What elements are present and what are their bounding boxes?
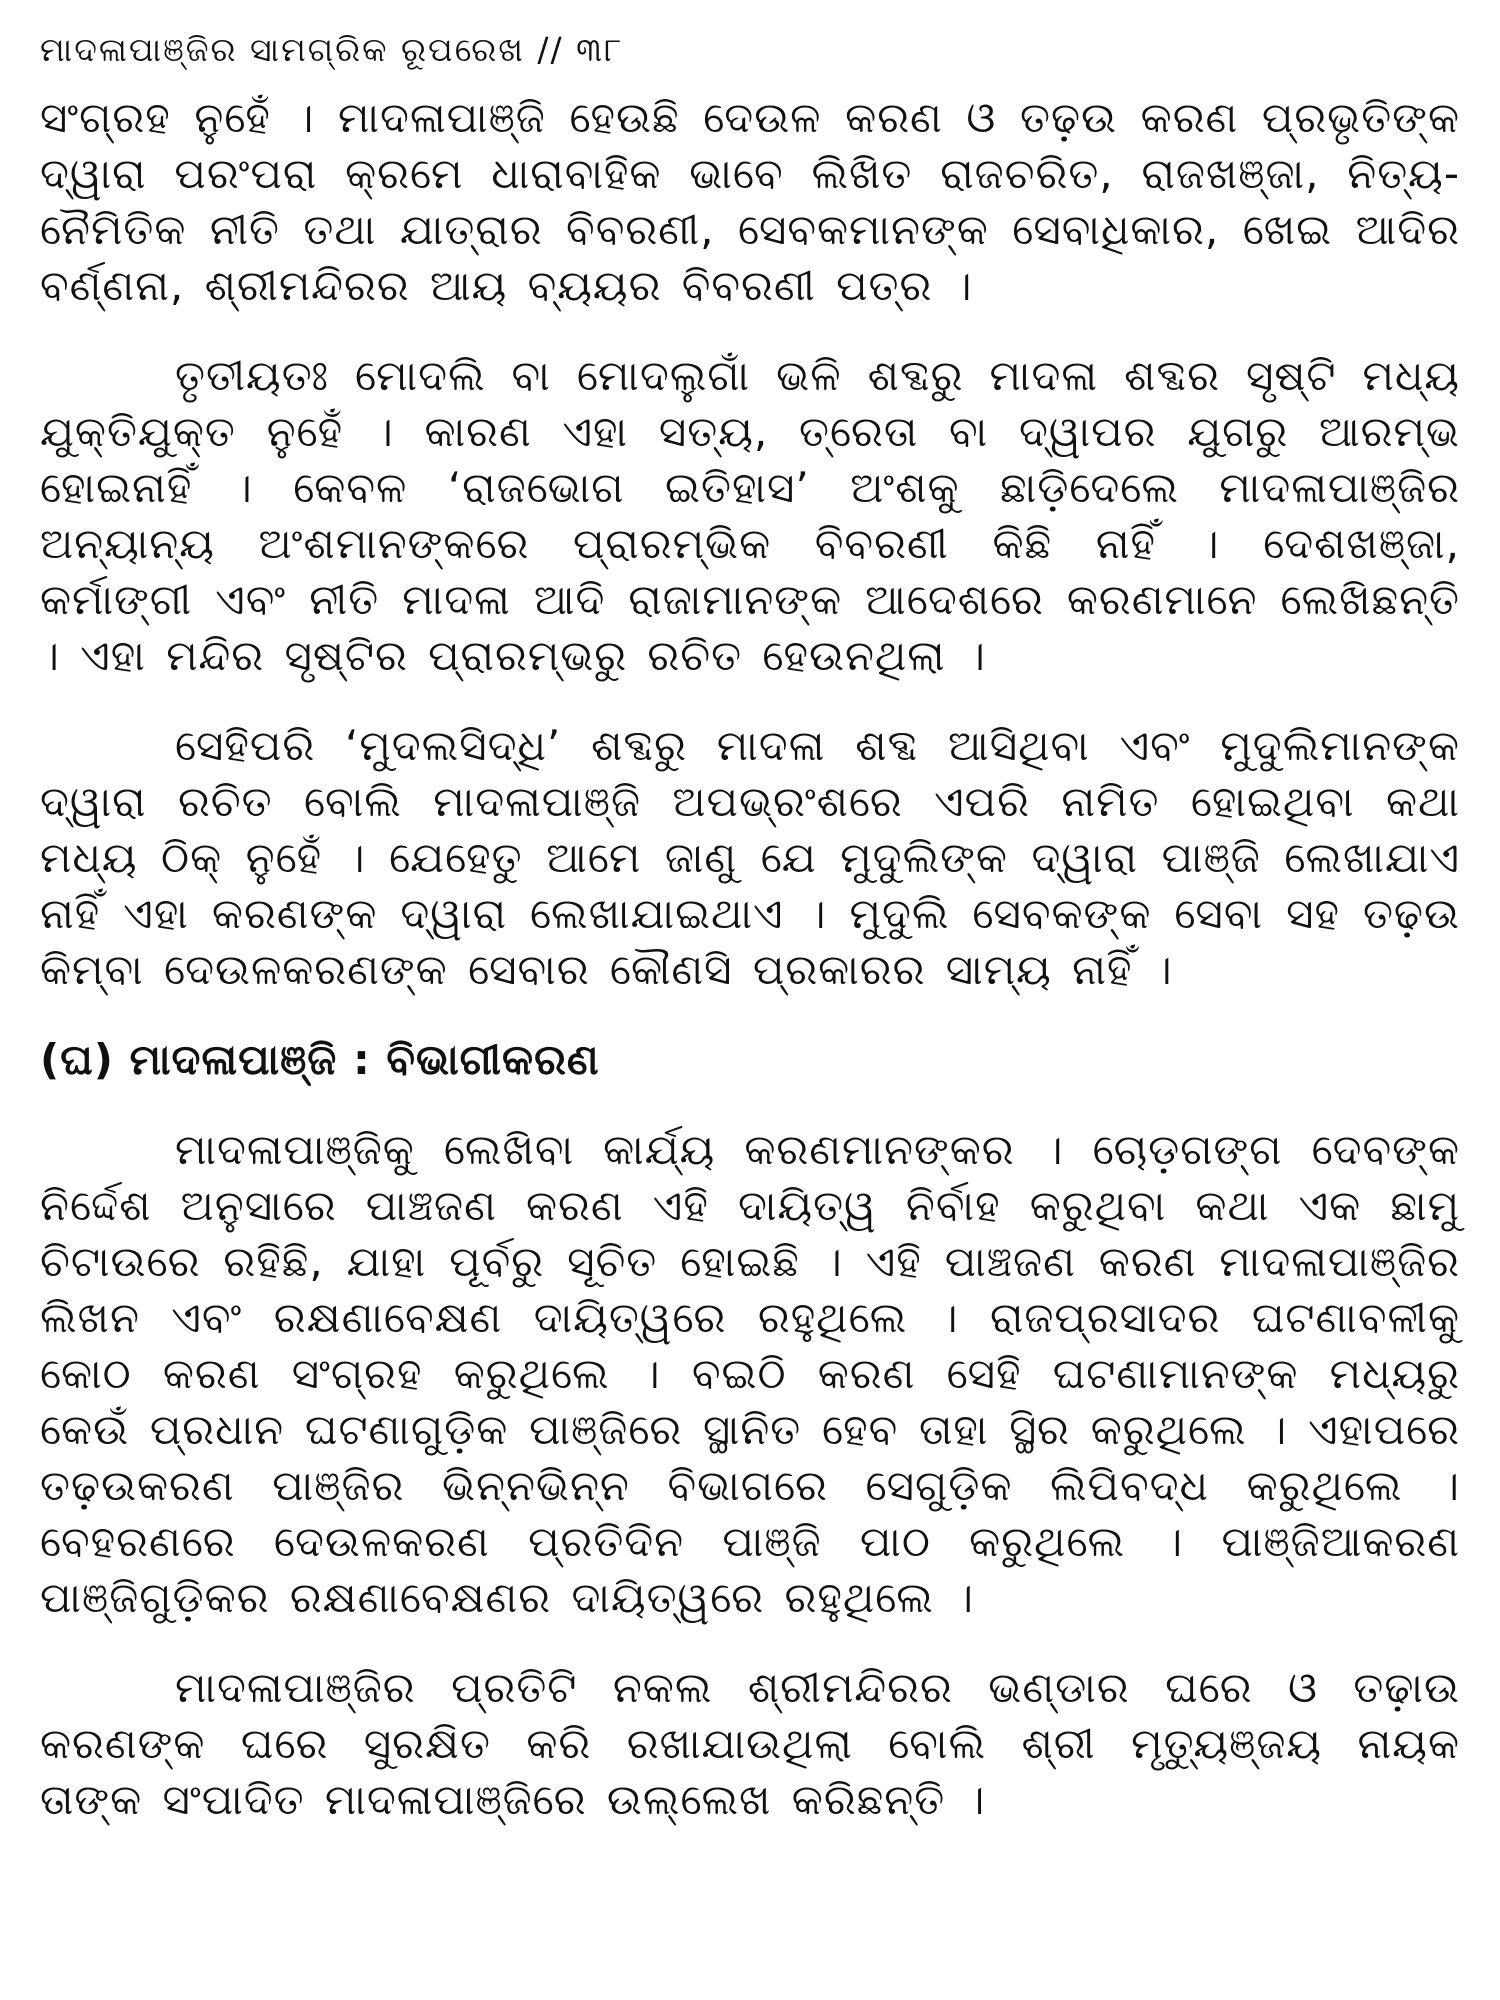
paragraph-gap (40, 684, 1460, 718)
body-paragraph: ମାଦଳାପାଞ୍ଜିକୁ ଲେଖିବା କାର୍ଯ୍ୟ କରଣମାନଙ୍କର । ଚୋଡ଼ଗଙ୍ଗ ଦେବଙ୍କ ନିର୍ଦ୍ଦେଶ ଅନୁସାରେ ପାଞ୍ଚଜଣ କରଣ ଏହି ଦାୟିତ୍ୱ ନିର୍ବାହ କରୁଥିବା କଥା ଏକ ଛାମୁ ଚିଟାଉରେ ରହିଛି, ଯାହା ପୂର୍ବରୁ ସୂଚିତ ହୋଇଛି । ଏହି ପାଞ୍ଚଜଣ କରଣ ମାଦଳାପାଞ୍ଜିର ଲିଖନ ଏବଂ ରକ୍ଷଣାବେକ୍ଷଣ ଦାୟିତ୍ୱରେ ରହୁଥିଲେ । ରାଜପ୍ରସାଦର ଘଟଣାବଳୀକୁ କୋଠ କରଣ ସଂଗ୍ରହ କରୁଥିଲେ । ବଇଠି କରଣ ସେହି ଘଟଣାମାନଙ୍କ ମଧ୍ୟରୁ କେଉଁ ପ୍ରଧାନ ଘଟଣାଗୁଡ଼ିକ ପାଞ୍ଜିରେ ସ୍ଥାନିତ ହେବ ତାହା ସ୍ଥିର କରୁଥିଲେ । ଏହାପରେ ତଢ଼ଉକରଣ ପାଞ୍ଜିର ଭିନ୍ନଭିନ୍ନ ବିଭାଗରେ ସେଗୁଡ଼ିକ ଲିପିବଦ୍ଧ କରୁଥିଲେ । ବେହରଣରେ ଦେଉଳକରଣ ପ୍ରତିଦିନ ପାଞ୍ଜି ପାଠ କରୁଥିଲେ । ପାଞ୍ଜିଆକରଣ ପାଞ୍ଜିଗୁଡ଼ିକର ରକ୍ଷଣାବେକ୍ଷଣର ଦାୟିତ୍ୱରେ ରହୁଥିଲେ । (40, 1125, 1460, 1622)
body-paragraph: ସଂଗ୍ରହ ନୁହେଁ । ମାଦଳାପାଞ୍ଜି ହେଉଛି ଦେଉଳ କରଣ ଓ ତଢ଼ଉ କରଣ ପ୍ରଭୃତିଙ୍କ ଦ୍ୱାରା ପରଂପରା କ୍ରମେ ଧାରାବାହିକ ଭାବେ ଲିଖିତ ରାଜଚରିତ, ରାଜଖଞ୍ଜା, ନିତ୍ୟ-ନୈମିତିକ ନୀତି ତଥା ଯାତ୍ରାର ବିବରଣୀ, ସେବକମାନଙ୍କ ସେବାଧିକାର, ଖେଇ ଆଦିର ବର୍ଣ୍ଣନା, ଶ୍ରୀମନ୍ଦିରର ଆୟ ବ୍ୟୟର ବିବରଣୀ ପତ୍ର । (40, 93, 1460, 310)
paragraph-gap (40, 314, 1460, 348)
section-heading: (ଘ) ମାଦଳାପାଞ୍ଜି : ବିଭାଗୀକରଣ (40, 1035, 600, 1084)
body-paragraph: ମାଦଳାପାଞ୍ଜିର ପ୍ରତିଟି ନକଲ ଶ୍ରୀମନ୍ଦିରର ଭଣ୍ଡାର ଘରେ ଓ ତଢ଼ାଉ କରଣଙ୍କ ଘରେ ସୁରକ୍ଷିତ କରି ରଖାଯାଉଥିଲା ବୋଲି ଶ୍ରୀ ମୃତ୍ୟୁଞ୍ଜୟ ନାୟକ ତାଙ୍କ ସଂପାଦିତ ମାଦଳାପାଞ୍ଜିରେ ଉଲ୍ଲେଖ କରିଛନ୍ତି । (40, 1663, 1460, 1824)
paragraph-gap (40, 1088, 1460, 1122)
body-paragraph: ତୃତୀୟତଃ ମୋଦଲି ବା ମୋଦଲୁଗାଁ ଭଳି ଶବ୍ଦରୁ ମାଦଳା ଶବ୍ଦର ସୃଷ୍ଟି ମଧ୍ୟ ଯୁକ୍ତିଯୁକ୍ତ ନୁହେଁ । କାରଣ ଏହା ସତ୍ୟ, ତ୍ରେତା ବା ଦ୍ୱାପର ଯୁଗରୁ ଆରମ୍ଭ ହୋଇନାହିଁ । କେବଳ ‘ରାଜଭୋଗ ଇତିହାସ’ ଅଂଶକୁ ଛାଡ଼ିଦେଲେ ମାଦଳାପାଞ୍ଜିର ଅନ୍ୟାନ୍ୟ ଅଂଶମାନଙ୍କରେ ପ୍ରାରମ୍ଭିକ ବିବରଣୀ କିଛି ନାହିଁ । ଦେଶଖଞ୍ଜା, କର୍ମାଙ୍ଗୀ ଏବଂ ନୀତି ମାଦଳା ଆଦି ରାଜାମାନଙ୍କ ଆଦେଶରେ କରଣମାନେ ଲେଖିଛନ୍ତି । ଏହା ମନ୍ଦିର ସୃଷ୍ଟିର ପ୍ରାରମ୍ଭରୁ ରଚିତ ହେଉନଥିଲା । (40, 351, 1460, 680)
paragraph-gap (40, 998, 1460, 1032)
running-header: ମାଦଳାପାଞ୍ଜିର ସାମଗ୍ରିକ ରୂପରେଖ // ୩୮ (40, 30, 624, 69)
paragraph-gap (40, 1626, 1460, 1660)
body-paragraph: ସେହିପରି ‘ମୁଦଲସିଦ୍ଧି’ ଶବ୍ଦରୁ ମାଦଳା ଶବ୍ଦ ଆସିଥିବା ଏବଂ ମୁଦୁଲିମାନଙ୍କ ଦ୍ୱାରା ରଚିତ ବୋଲି ମାଦଳାପାଞ୍ଜି ଅପଭ୍ରଂଶରେ ଏପରି ନାମିତ ହୋଇଥିବା କଥା ମଧ୍ୟ ଠିକ୍ ନୁହେଁ । ଯେହେତୁ ଆମେ ଜାଣୁ ଯେ ମୁଦୁଲିଙ୍କ ଦ୍ୱାରା ପାଞ୍ଜି ଲେଖାଯାଏ ନାହିଁ ଏହା କରଣଙ୍କ ଦ୍ୱାରା ଲେଖାଯାଇଥାଏ । ମୁଦୁଲି ସେବକଙ୍କ ସେବା ସହ ତଢ଼ଉ କିମ୍ବା ଦେଉଳକରଣଙ୍କ ସେବାର କୌଣସି ପ୍ରକାରର ସାମ୍ୟ ନାହିଁ । (40, 721, 1460, 994)
